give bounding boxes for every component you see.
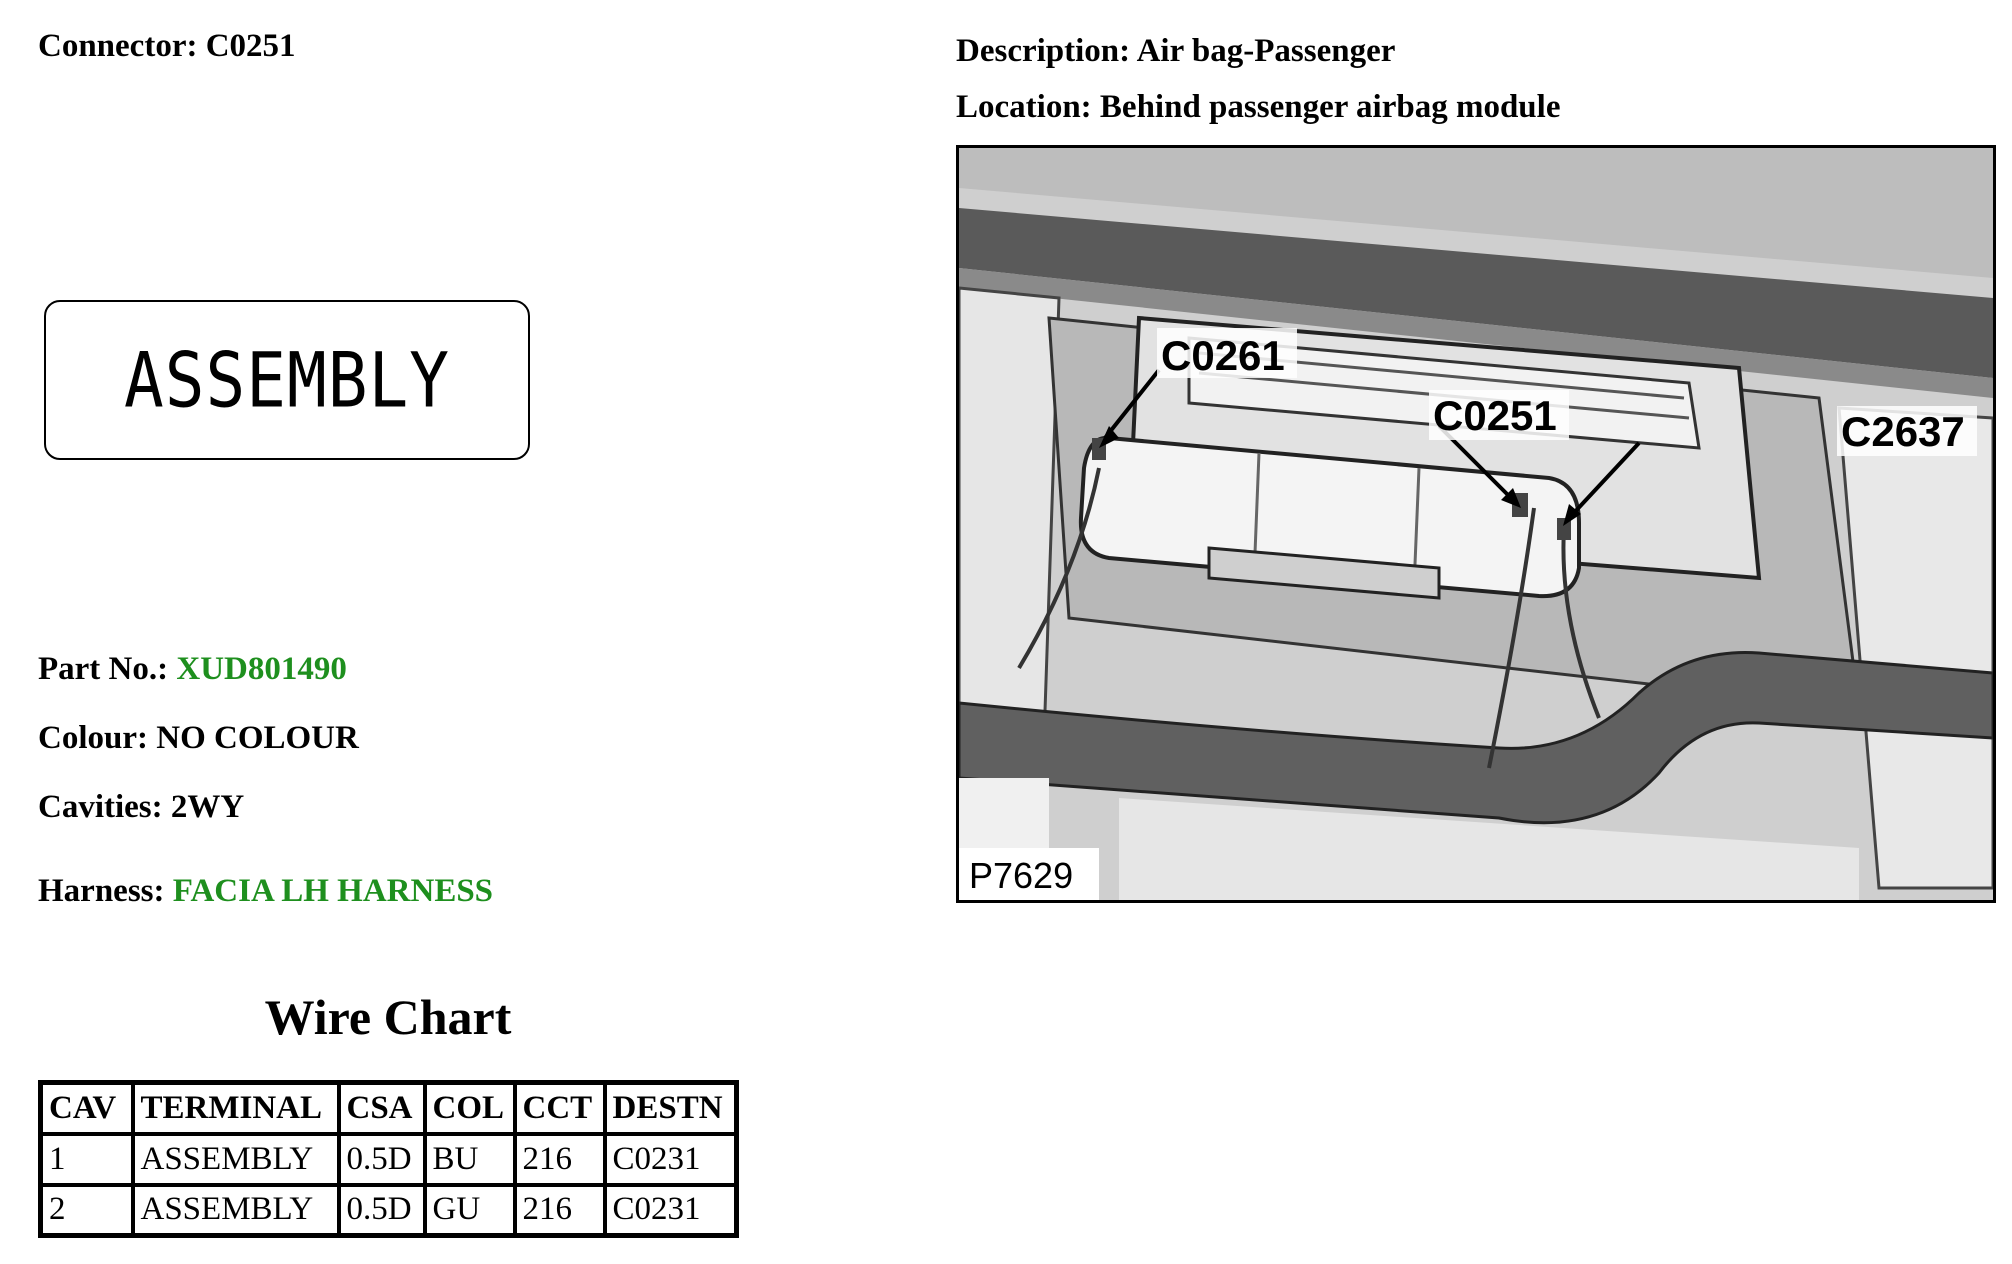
colour-label: Colour: bbox=[38, 720, 148, 756]
table-header-row bbox=[41, 1083, 737, 1134]
cell-csa: 0.5D bbox=[339, 1185, 425, 1236]
cavities-value: 2WY bbox=[170, 789, 245, 825]
location-value: Behind passenger airbag module bbox=[1099, 89, 1561, 125]
callout-c2637: C2637 bbox=[1841, 408, 1965, 455]
cell-col: GU bbox=[425, 1185, 515, 1236]
cavities-line bbox=[38, 789, 244, 826]
part-no-link[interactable]: XUD801490 bbox=[176, 651, 347, 687]
wire-chart-table bbox=[38, 1080, 739, 1238]
cell-csa: 0.5D bbox=[339, 1134, 425, 1185]
description-line bbox=[956, 33, 1395, 70]
cell-terminal: ASSEMBLY bbox=[133, 1185, 339, 1236]
part-no-line bbox=[38, 651, 347, 688]
connector-face-label: ASSEMBLY bbox=[124, 335, 450, 425]
connector-label: Connector: bbox=[38, 28, 198, 64]
illustration-ref-code: P7629 bbox=[969, 855, 1074, 896]
cell-cct: 216 bbox=[515, 1185, 605, 1236]
cavities-label: Cavities: bbox=[38, 789, 163, 825]
callout-c0251: C0251 bbox=[1433, 392, 1557, 439]
location-line bbox=[956, 89, 1560, 126]
description-label: Description: bbox=[956, 33, 1131, 69]
wire-chart-title: Wire Chart bbox=[264, 989, 512, 1045]
part-no-label: Part No.: bbox=[38, 651, 169, 687]
connector-face-box bbox=[44, 300, 530, 460]
description-value: Air bag-Passenger bbox=[1136, 33, 1396, 69]
header-terminal: TERMINAL bbox=[133, 1083, 339, 1134]
airbag-location-drawing bbox=[959, 148, 1993, 900]
header-destn: DESTN bbox=[605, 1083, 737, 1134]
cell-cct: 216 bbox=[515, 1134, 605, 1185]
connector-value: C0251 bbox=[205, 28, 296, 64]
callout-c0261: C0261 bbox=[1161, 332, 1285, 379]
cell-terminal: ASSEMBLY bbox=[133, 1134, 339, 1185]
harness-line bbox=[38, 873, 493, 910]
harness-label: Harness: bbox=[38, 873, 165, 909]
cell-col: BU bbox=[425, 1134, 515, 1185]
cell-cav: 1 bbox=[41, 1134, 133, 1185]
location-illustration bbox=[956, 145, 1996, 903]
table-row bbox=[41, 1134, 737, 1185]
header-cav: CAV bbox=[41, 1083, 133, 1134]
header-csa: CSA bbox=[339, 1083, 425, 1134]
header-col: COL bbox=[425, 1083, 515, 1134]
connector-line bbox=[38, 28, 296, 65]
colour-line bbox=[38, 720, 359, 757]
header-cct: CCT bbox=[515, 1083, 605, 1134]
cell-destn: C0231 bbox=[605, 1185, 737, 1236]
table-row bbox=[41, 1185, 737, 1236]
location-label: Location: bbox=[956, 89, 1092, 125]
cell-cav: 2 bbox=[41, 1185, 133, 1236]
cell-destn: C0231 bbox=[605, 1134, 737, 1185]
colour-value: NO COLOUR bbox=[156, 720, 359, 756]
harness-link[interactable]: FACIA LH HARNESS bbox=[172, 873, 494, 909]
